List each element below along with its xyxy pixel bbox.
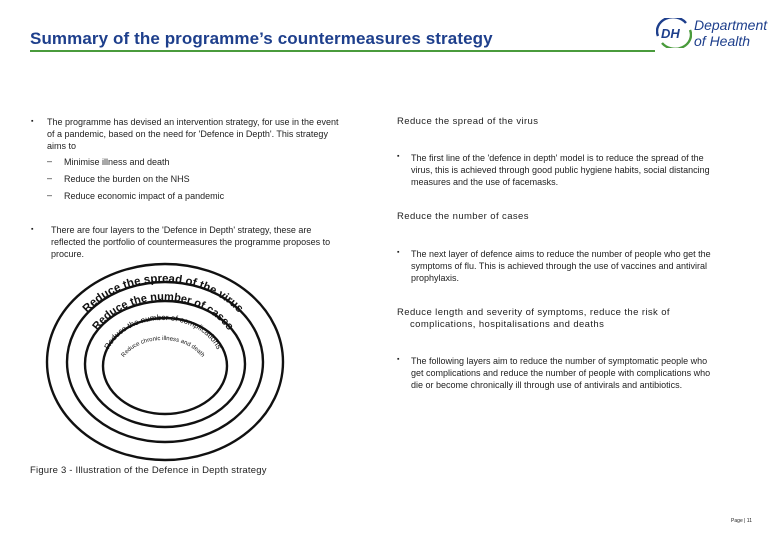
figure-caption: Figure 3 - Illustration of the Defence in Depth strategy bbox=[30, 465, 267, 476]
ring-label-1: Reduce the spread of the virus bbox=[80, 272, 246, 316]
left-bullet-2-line-1: There are four layers to the 'Defence in Depth' strategy, these are bbox=[51, 225, 312, 235]
bullet-marker: ▪ bbox=[397, 356, 400, 363]
logo-abbr: DH bbox=[661, 26, 680, 41]
defence-in-depth-diagram bbox=[45, 262, 295, 467]
section-1-line-1: The first line of the 'defence in depth' model is to reduce the spread of the bbox=[411, 153, 704, 163]
department-of-health-logo bbox=[656, 14, 778, 54]
section-heading-severity-2: complications, hospitalisations and deaths bbox=[410, 319, 605, 330]
section-1-line-3: measures and the use of facemasks. bbox=[411, 177, 559, 187]
aim-item: Reduce the burden on the NHS bbox=[64, 174, 190, 184]
ring-label-4: Reduce chronic illness and death bbox=[120, 335, 206, 359]
left-bullet-1-line-2: of a pandemic, based on the need for 'Defence in Depth'. This strategy bbox=[47, 129, 328, 139]
dh-logo-icon bbox=[656, 18, 692, 48]
section-heading-spread: Reduce the spread of the virus bbox=[397, 116, 539, 127]
dash-marker: – bbox=[47, 190, 53, 200]
bullet-marker: ▪ bbox=[397, 153, 400, 160]
bullet-marker: ▪ bbox=[397, 249, 400, 256]
dash-marker: – bbox=[47, 156, 53, 166]
page-number: Page | 11 bbox=[731, 518, 752, 524]
section-2-line-2: symptoms of flu. This is achieved through the use of vaccines and antiviral bbox=[411, 261, 707, 271]
page-title: Summary of the programme’s countermeasures strategy bbox=[30, 29, 493, 48]
bullet-marker: ▪ bbox=[31, 226, 34, 233]
ring-label-2: Reduce the number of cases bbox=[90, 290, 236, 333]
left-bullet-2-line-2: reflected the portfolio of countermeasures the programme proposes to bbox=[51, 237, 331, 247]
section-3-line-1: The following layers aim to reduce the number of symptomatic people who bbox=[411, 356, 708, 366]
section-heading-severity-1: Reduce length and severity of symptoms, reduce the risk of bbox=[397, 307, 670, 318]
left-bullet-2-line-3: procure. bbox=[51, 249, 85, 259]
aim-item: Reduce economic impact of a pandemic bbox=[64, 191, 225, 201]
aim-item: Minimise illness and death bbox=[64, 157, 170, 167]
left-bullet-1-line-1: The programme has devised an intervention strategy, for use in the event bbox=[47, 117, 339, 127]
section-1-line-2: virus, this is achieved through good public hygiene habits, social distancing bbox=[411, 165, 710, 175]
section-2-line-3: prophylaxis. bbox=[411, 273, 460, 283]
dash-marker: – bbox=[47, 173, 53, 183]
section-2-line-1: The next layer of defence aims to reduce the number of people who get the bbox=[411, 249, 711, 259]
logo-line2: of Health bbox=[694, 33, 751, 49]
title-underline bbox=[30, 50, 655, 52]
bullet-marker: ▪ bbox=[31, 118, 34, 125]
left-bullet-1-line-3: aims to bbox=[47, 141, 77, 151]
ring-label-3: Reduce the number of complications bbox=[102, 312, 224, 351]
logo-line1: Department bbox=[694, 17, 768, 33]
section-3-line-3: die or become chronically ill through use of antivirals and antibiotics. bbox=[411, 380, 683, 390]
section-heading-cases: Reduce the number of cases bbox=[397, 211, 529, 222]
section-3-line-2: get complications and reduce the number of people with complications who bbox=[411, 368, 711, 378]
